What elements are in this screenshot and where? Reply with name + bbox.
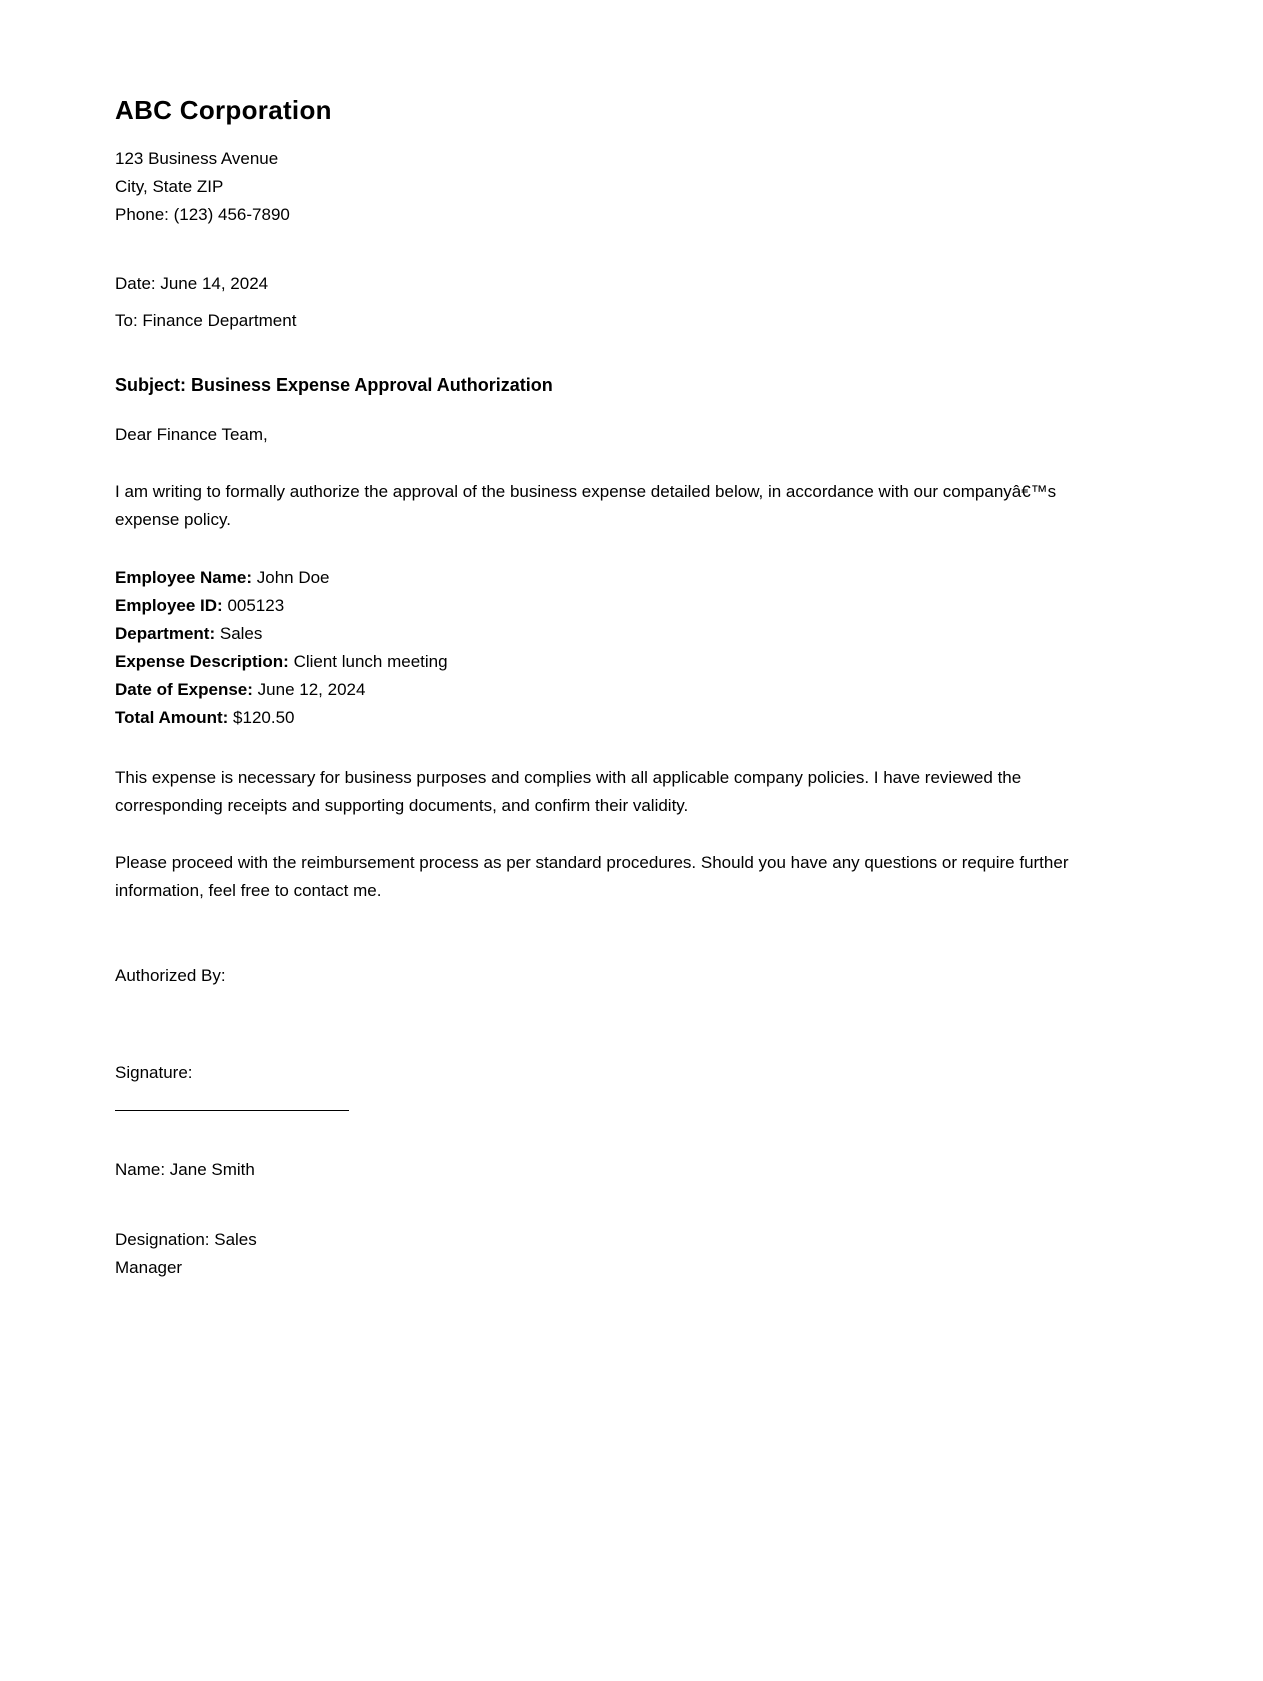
detail-label: Employee ID: [115,596,223,615]
letter-date: Date: June 14, 2024 [115,274,269,293]
detail-value: $120.50 [233,708,295,727]
detail-label: Expense Description: [115,652,289,671]
address-line-1: 123 Business Avenue [115,149,279,168]
letter-greeting: Dear Finance Team, [115,425,268,444]
signature-label: Signature: [115,1063,193,1082]
detail-value: Client lunch meeting [293,652,448,671]
detail-value: Sales [219,624,263,643]
expense-details [115,564,448,732]
closing-paragraph: Please proceed with the reimbursement process as per standard procedures. Should you have any questions or require further information, feel free to contact me. [115,853,1069,900]
detail-value: 005123 [227,596,285,615]
detail-value: John Doe [256,568,330,587]
signature-line [115,1110,349,1111]
detail-date-of-expense [115,676,448,704]
detail-department [115,620,448,648]
company-name: ABC Corporation [115,95,332,125]
authorized-by-label: Authorized By: [115,966,226,985]
detail-expense-description [115,648,448,676]
detail-label: Date of Expense: [115,680,253,699]
detail-label: Employee Name: [115,568,252,587]
intro-paragraph: I am writing to formally authorize the approval of the business expense detailed below, in accordance with our companyâ€™s expense policy. [115,482,1057,529]
company-address [115,145,290,229]
detail-label: Department: [115,624,216,643]
detail-value: June 12, 2024 [257,680,366,699]
address-line-2: City, State ZIP [115,177,224,196]
compliance-paragraph: This expense is necessary for business purposes and complies with all applicable company policies. I have reviewed the corresponding receipts and supporting documents, and confirm their validity. [115,768,1022,815]
letter-subject: Subject: Business Expense Approval Authorization [115,375,553,395]
detail-employee-name [115,564,448,592]
detail-total-amount [115,704,448,732]
signer-name: Name: Jane Smith [115,1160,255,1179]
letter-recipient: To: Finance Department [115,311,297,330]
signer-designation: Designation: Sales Manager [115,1230,257,1277]
phone-line: Phone: (123) 456-7890 [115,205,290,224]
detail-label: Total Amount: [115,708,229,727]
detail-employee-id [115,592,448,620]
